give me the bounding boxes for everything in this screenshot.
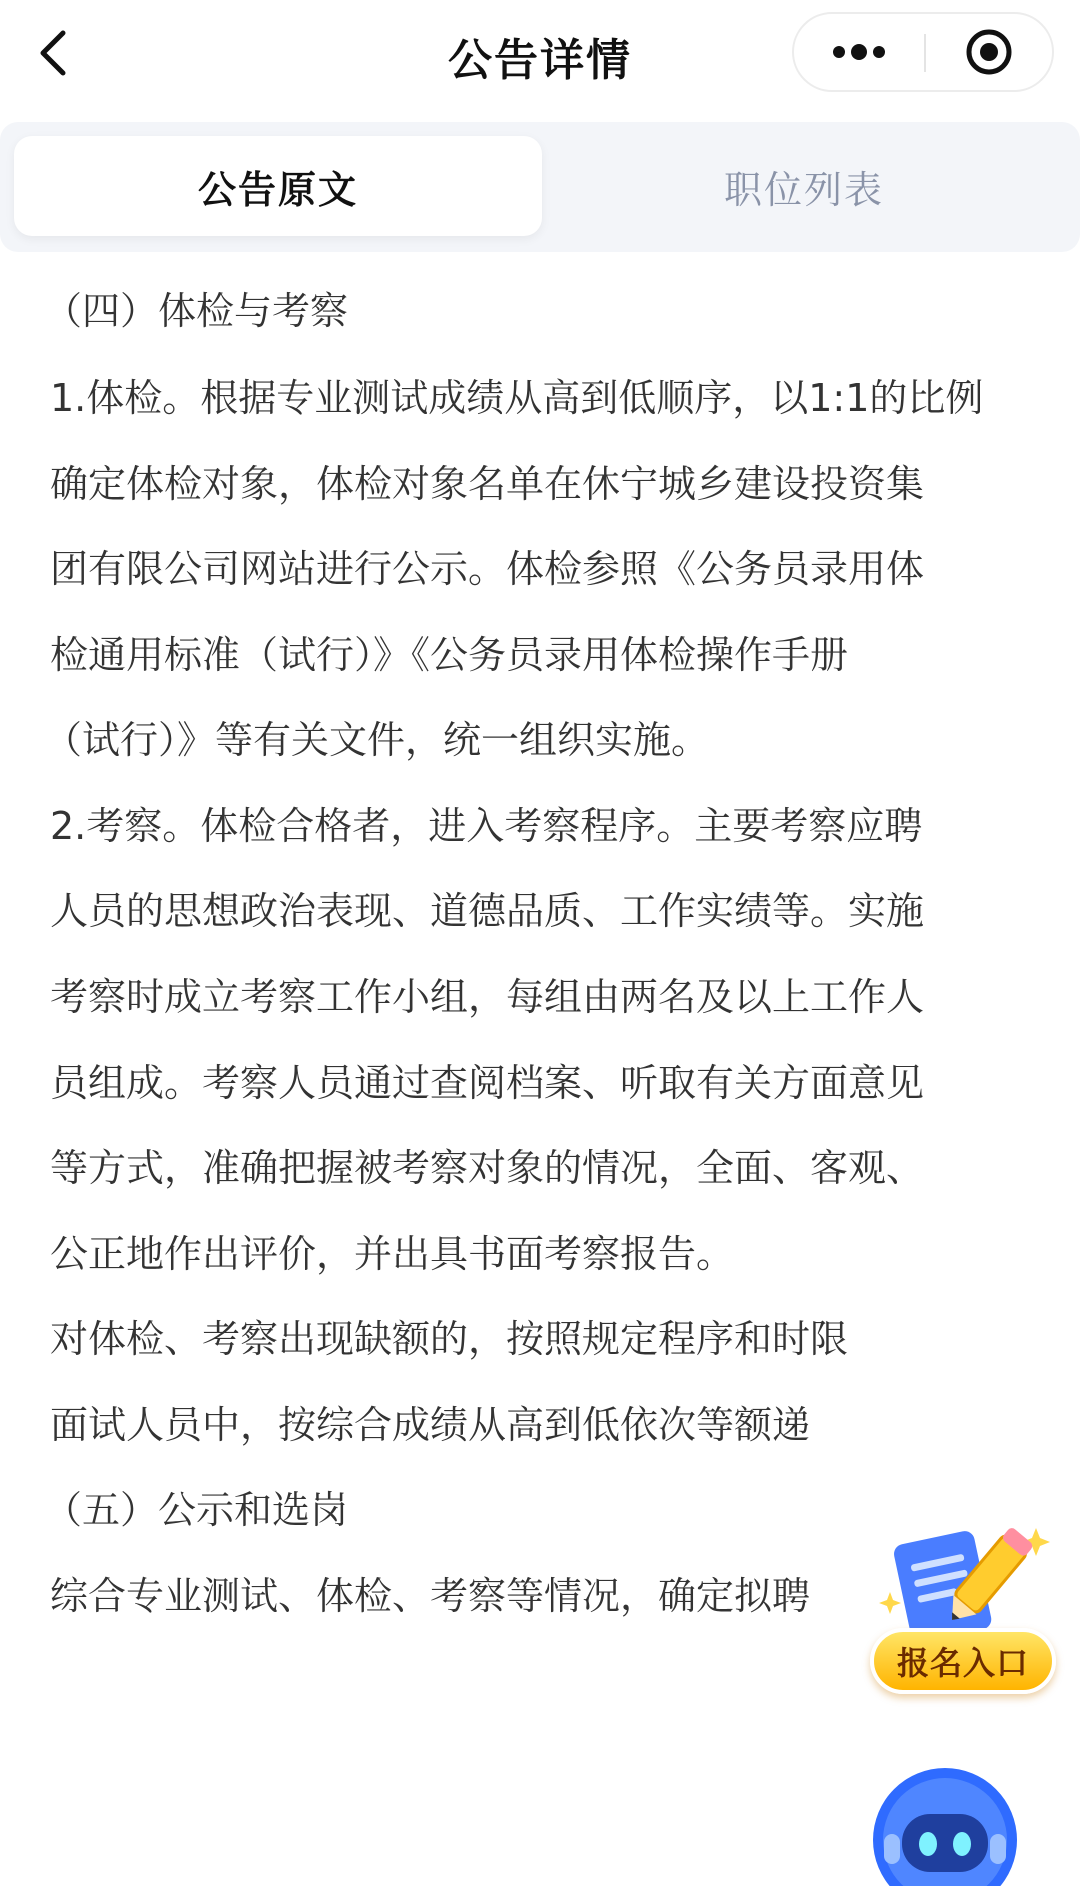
- more-button[interactable]: [794, 14, 924, 90]
- mini-program-capsule: [792, 12, 1054, 92]
- paragraph-line: 人员的思想政治表现、道德品质、工作实绩等。实施: [50, 889, 925, 933]
- target-circle-icon: [963, 26, 1015, 78]
- section-heading: （五）公示和选岗: [44, 1488, 349, 1532]
- nav-header: [0, 0, 1080, 110]
- paragraph-line: 确定体检对象，体检对象名单在休宁城乡建设投资集: [50, 462, 925, 506]
- paragraph-line: 公正地作出评价，并出具书面考察报告。: [50, 1232, 735, 1276]
- tab-announcement-text[interactable]: 公告原文: [14, 136, 542, 236]
- close-button[interactable]: [926, 14, 1052, 90]
- page-title: 公告详情: [448, 35, 632, 86]
- paragraph-line: 对体检、考察出现缺额的，按照规定程序和时限: [50, 1317, 849, 1361]
- robot-assistant-icon: [870, 1762, 1020, 1886]
- assistant-button[interactable]: [870, 1762, 1020, 1886]
- tab-position-list[interactable]: 职位列表: [723, 167, 884, 212]
- paragraph-line: 综合专业测试、体检、考察等情况，确定拟聘: [50, 1574, 811, 1618]
- paragraph-line: 面试人员中，按综合成绩从高到低依次等额递: [50, 1403, 811, 1447]
- paragraph-line: （试行）》等有关文件，统一组织实施。: [44, 718, 710, 762]
- paragraph-line: 2.考察。体检合格者，进入考察程序。主要考察应聘: [50, 804, 923, 848]
- more-dots-icon: [829, 42, 889, 62]
- section-heading: （四）体检与考察: [44, 289, 349, 333]
- paragraph-line: 等方式，准确把握被考察对象的情况，全面、客观、: [50, 1146, 925, 1190]
- paragraph-line: 1.体检。根据专业测试成绩从高到低顺序，以1:1的比例: [50, 376, 984, 420]
- paragraph-line: 团有限公司网站进行公示。体检参照《公务员录用体: [50, 547, 925, 591]
- signup-entry-button[interactable]: [866, 1508, 1066, 1708]
- tab-bar: [0, 122, 1080, 252]
- paragraph-line: 考察时成立考察工作小组，每组由两名及以上工作人: [50, 975, 925, 1019]
- paragraph-line: 员组成。考察人员通过查阅档案、听取有关方面意见: [50, 1061, 925, 1105]
- paragraph-line: 检通用标准（试行）》《公务员录用体检操作手册: [50, 633, 849, 677]
- signup-label: 报名入口: [870, 1628, 1056, 1694]
